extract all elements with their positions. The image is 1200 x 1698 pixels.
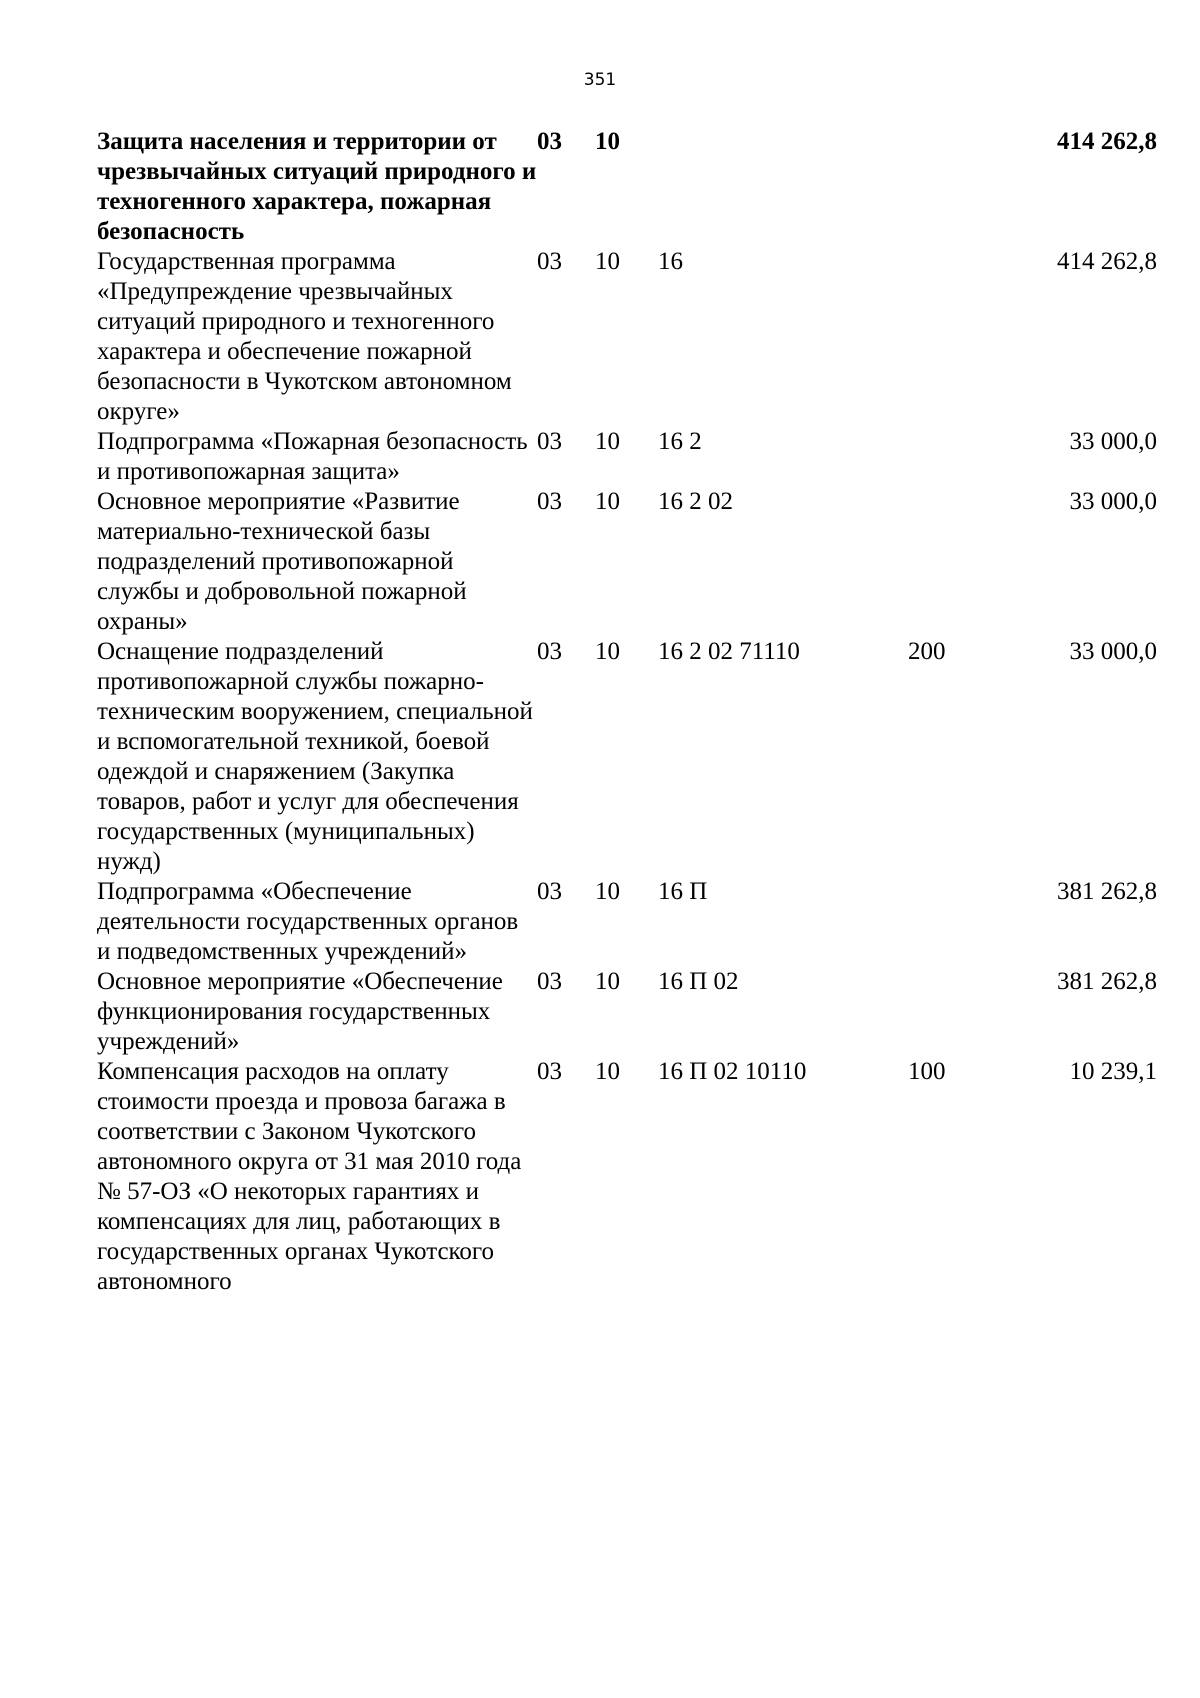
row-expense-type: [908, 127, 1018, 247]
row-name: Подпрограмма «Пожарная безопасность и противопожарная защита»: [97, 428, 528, 485]
row-expense-type: 200: [908, 638, 946, 665]
row-subsection-code: 10: [595, 248, 620, 275]
row-target-code: 16 П 02 10110: [658, 1058, 807, 1085]
row-name: Государственная программа «Предупреждение чрезвычайных ситуаций природного и техногенного характера и обеспечение пожарной безопасности в Чукотском автономном округе»: [97, 248, 512, 425]
row-amount: 10 239,1: [1069, 1058, 1157, 1085]
row-expense-type: [908, 877, 1018, 967]
row-amount: 381 262,8: [1057, 968, 1157, 995]
row-name: Подпрограмма «Обеспечение деятельности государственных органов и подведомственных учреждений»: [97, 878, 519, 965]
table-row: [97, 247, 1157, 427]
row-subsection-code: 10: [595, 1058, 620, 1085]
row-target-code: 16 2 02 71110: [658, 638, 800, 665]
row-amount: 414 262,8: [1057, 248, 1157, 275]
row-section-code: 03: [537, 128, 562, 155]
row-name: Защита населения и территории от чрезвычайных ситуаций природного и техногенного характера, пожарная безопасность: [97, 128, 537, 245]
row-target-code: 16 П: [658, 878, 708, 905]
row-name: Оснащение подразделений противопожарной службы пожарно-техническим вооружением, специальной и вспомогательной техникой, боевой одеждой и снаряжением (Закупка товаров, работ и услуг для обеспечения государственных (муниципальных) нужд): [97, 638, 533, 875]
table-row: [97, 487, 1157, 637]
row-target-code: 16 2: [658, 428, 702, 455]
row-section-code: 03: [537, 968, 562, 995]
row-subsection-code: 10: [595, 638, 620, 665]
row-expense-type: [908, 487, 1018, 637]
page-number: 351: [583, 70, 617, 90]
row-subsection-code: 10: [595, 488, 620, 515]
row-expense-type: [908, 967, 1018, 1057]
row-name: Основное мероприятие «Обеспечение функционирования государственных учреждений»: [97, 968, 503, 1055]
row-section-code: 03: [537, 638, 562, 665]
row-expense-type: [908, 247, 1018, 427]
row-subsection-code: 10: [595, 878, 620, 905]
budget-table: [97, 127, 1157, 1297]
row-subsection-code: 10: [595, 968, 620, 995]
table-row: [97, 877, 1157, 967]
row-amount: 33 000,0: [1069, 428, 1157, 455]
row-section-code: 03: [537, 428, 562, 455]
table-row: [97, 427, 1157, 487]
row-expense-type: [908, 427, 1018, 487]
table-row: [97, 967, 1157, 1057]
row-amount: 381 262,8: [1057, 878, 1157, 905]
row-section-code: 03: [537, 1058, 562, 1085]
row-target-code: 16 2 02: [658, 488, 733, 515]
row-section-code: 03: [537, 488, 562, 515]
row-name: Компенсация расходов на оплату стоимости проезда и провоза багажа в соответствии с Законом Чукотского автономного округа от 31 мая 2010 года № 57-ОЗ «О некоторых гарантиях и компенсациях для лиц, работающих в государственных органах Чукотского автономного: [97, 1058, 522, 1295]
row-target-code: 16 П 02: [658, 968, 739, 995]
row-target-code: 16: [658, 248, 683, 275]
table-row: [97, 637, 1157, 877]
row-amount: 33 000,0: [1069, 488, 1157, 515]
row-subsection-code: 10: [595, 128, 620, 155]
row-expense-type: 100: [908, 1058, 946, 1085]
row-amount: 414 262,8: [1057, 128, 1157, 155]
row-section-code: 03: [537, 878, 562, 905]
row-section-code: 03: [537, 248, 562, 275]
table-row: [97, 127, 1157, 247]
row-subsection-code: 10: [595, 428, 620, 455]
table-row: [97, 1057, 1157, 1297]
row-amount: 33 000,0: [1069, 638, 1157, 665]
row-target-code: [658, 127, 908, 247]
row-name: Основное мероприятие «Развитие материально-технической базы подразделений противопожарной службы и добровольной пожарной охраны»: [97, 488, 467, 635]
